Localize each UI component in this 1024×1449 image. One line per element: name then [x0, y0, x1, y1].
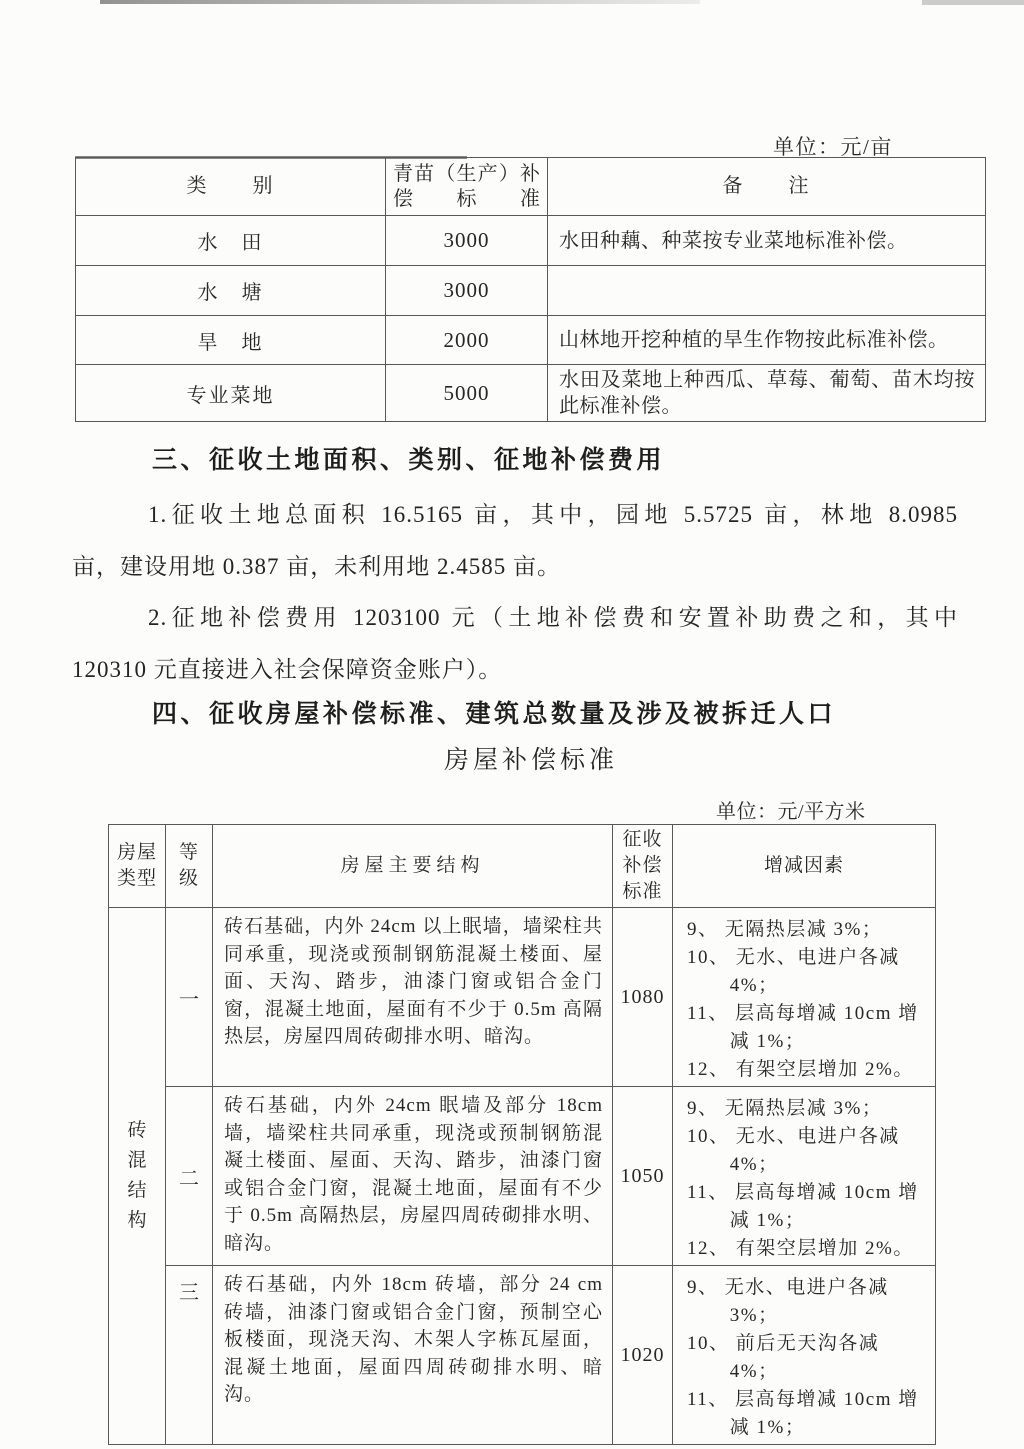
paragraph-compensation-fee: [72, 592, 958, 696]
factor-line: 9、 无水、电进户各减 3%；: [687, 1277, 889, 1326]
paragraph-line: 2.征地补偿费用 1203100 元（土地补偿费和安置补助费之和，其中: [148, 605, 958, 630]
house-standard-subtitle: 房屋补偿标准: [443, 747, 618, 774]
cell-structure: 砖石基础，内外 18cm 砖墙，部分 24 cm 砖墙，油漆门窗或铝合金门窗，预制空心板楼面，现浇天沟、木架人字栋瓦屋面，混凝土地面，屋面四周砖砌排水明、暗沟。: [213, 1266, 613, 1445]
cell-remark: 水田及菜地上种西瓜、草莓、葡萄、苗木均按此标准补偿。: [548, 365, 986, 422]
factor-line: 9、 无隔热层减 3%；: [687, 1098, 883, 1119]
paragraph-line: 亩，建设用地 0.387 亩，未利用地 2.4585 亩。: [72, 554, 561, 579]
cell-category: 专业菜地: [76, 365, 386, 422]
house-type-label: 砖混结构: [127, 1120, 147, 1231]
house-table-header-row: [109, 825, 936, 908]
cell-standard: 1050: [613, 1087, 673, 1266]
unit-label-yuan-per-mu: 单位：元/亩: [773, 135, 893, 159]
table-row: [76, 216, 986, 266]
paragraph-line: 1.征收土地总面积 16.5165 亩，其中，园地 5.5725 亩，林地 8.0985: [148, 502, 958, 527]
table-row: [76, 365, 986, 422]
unit-label-yuan-per-sqm: 单位：元/平方米: [716, 801, 866, 823]
header-house-type: 房屋类型: [109, 825, 166, 908]
cell-grade: 三: [166, 1266, 213, 1445]
header-crop-standard: 青苗（生产）补偿标准: [386, 158, 548, 216]
land-compensation-table: [75, 157, 986, 422]
factor-line: 12、 有架空层增加 2%。: [687, 1059, 914, 1080]
scan-edge-artifact: [100, 0, 700, 4]
cell-grade: 二: [166, 1087, 213, 1266]
house-compensation-table: [108, 824, 936, 1445]
factor-line: 11、 层高每增减 10cm 增减 1%；: [687, 1003, 919, 1052]
cell-house-type-group: [109, 908, 166, 1445]
factor-line: 10、 无水、电进户各减 4%；: [687, 1126, 900, 1175]
table-row: [109, 1266, 936, 1445]
header-category: 类 别: [76, 158, 386, 216]
cell-standard: 2000: [386, 316, 548, 365]
cell-standard: 1020: [613, 1266, 673, 1445]
factor-line: 11、 层高每增减 10cm 增减 1%；: [687, 1389, 919, 1438]
section-heading-3: 三、征收土地面积、类别、征地补偿费用: [152, 447, 666, 474]
factor-line: 11、 层高每增减 10cm 增减 1%；: [687, 1182, 919, 1231]
factor-line: 9、 无隔热层减 3%；: [687, 919, 883, 940]
cell-standard: 5000: [386, 365, 548, 422]
table-row: [109, 908, 936, 1087]
cell-standard: 3000: [386, 266, 548, 316]
cell-standard: 3000: [386, 216, 548, 266]
section-heading-4: 四、征收房屋补偿标准、建筑总数量及涉及被拆迁人口: [152, 701, 837, 728]
paragraph-line: 120310 元直接进入社会保障资金账户）。: [72, 657, 503, 682]
land-table-header-row: [76, 158, 986, 216]
table-row: [109, 1087, 936, 1266]
cell-structure: 砖石基础，内外 24cm 以上眠墙，墙梁柱共同承重，现浇或预制钢筋混凝土楼面、屋面、天沟、踏步，油漆门窗或铝合金门窗，混凝土地面，屋面有不少于 0.5m 高隔热层，房屋四周砖砌排水明、暗沟。: [213, 908, 613, 1087]
header-grade: 等级: [166, 825, 213, 908]
header-main-structure: 房屋主要结构: [213, 825, 613, 908]
cell-remark: 水田种藕、种菜按专业菜地标准补偿。: [548, 216, 986, 266]
cell-category: 水 田: [76, 216, 386, 266]
cell-factors: [673, 1266, 936, 1445]
cell-standard: 1080: [613, 908, 673, 1087]
cell-factors: [673, 1087, 936, 1266]
table-row: [76, 316, 986, 365]
factor-line: 10、 无水、电进户各减 4%；: [687, 947, 900, 996]
cell-factors: [673, 908, 936, 1087]
factor-line: 12、 有架空层增加 2%。: [687, 1238, 914, 1259]
header-compensation-standard: 征收补偿标准: [613, 825, 673, 908]
header-remark: 备 注: [548, 158, 986, 216]
cell-grade: 一: [166, 908, 213, 1087]
cell-remark: 山林地开挖种植的旱生作物按此标准补偿。: [548, 316, 986, 365]
paragraph-land-area: [72, 489, 958, 593]
cell-category: 水 塘: [76, 266, 386, 316]
cell-remark: [548, 266, 986, 316]
factor-line: 10、 前后无天沟各减 4%；: [687, 1333, 880, 1382]
header-adjust-factors: 增减因素: [673, 825, 936, 908]
cell-structure: 砖石基础，内外 24cm 眠墙及部分 18cm 墙，墙梁柱共同承重，现浇或预制钢筋混凝土楼面、屋面、天沟、踏步，油漆门窗或铝合金门窗，混凝土地面，屋面有不少于 0.5m 高隔热层，房屋四周砖砌排水明、暗沟。: [213, 1087, 613, 1266]
cell-category: 旱 地: [76, 316, 386, 365]
scan-corner-artifact: [922, 0, 1024, 5]
table-row: [76, 266, 986, 316]
